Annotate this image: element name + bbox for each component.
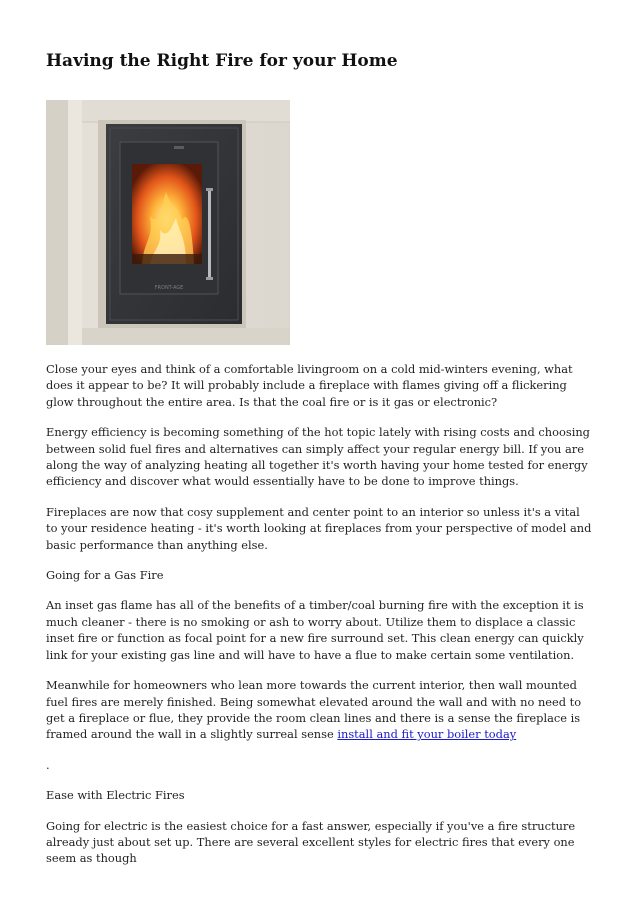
paragraph-wall-mounted-text: Meanwhile for homeowners who lean more towards the current interior, then wall mounted fuel fires are merely finished. Being somewhat elevated around the wall and with no need to get a fireplace or flue, they provide the room clean lines and there is a sense the fireplace is framed around the wall in a slightly surreal sense <box>46 678 582 742</box>
fireplace-photo-icon <box>46 100 290 345</box>
paragraph-inset-gas: An inset gas flame has all of the benefits of a timber/coal burning fire with the exception it is much cleaner - there is no smoking or ash to worry about. Utilize them to displace a classic inset fire or function as focal point for a new fire surround set. This clean energy can quickly link for your existing gas line and will have to have a flue to make certain some ventilation. <box>46 598 584 662</box>
paragraph-electric: Going for electric is the easiest choice for a fast answer, especially if you've a fire structure already just about set up. There are several excellent styles for electric fires that every one seem as though <box>46 818 576 866</box>
paragraph-fireplaces: Fireplaces are now that cosy supplement and center point to an interior so unless it's a vital to your residence heating - it's worth looking at fireplaces from your perspective of model and basic performance than anything else. <box>46 504 592 552</box>
page-title: Having the Right Fire for your Home <box>46 51 398 71</box>
dot-paragraph: . <box>46 757 50 772</box>
paragraph-energy: Energy efficiency is becoming something of the hot topic lately with rising costs and choosing between solid fuel fires and alternatives can simply affect your regular energy bill. If you are along the way of analyzing heating all together it's worth having your home tested for energy efficiency and discover what would essentially have to be done to improve things. <box>46 425 590 489</box>
paragraph-wall-mounted <box>46 677 594 743</box>
heading-gas-fire: Going for a Gas Fire <box>46 568 164 583</box>
article-body <box>46 361 594 881</box>
brand-mark: FRONT-AGE <box>154 285 184 291</box>
paragraph-intro: Close your eyes and think of a comfortable livingroom on a cold mid-winters evening, what does it appear to be? It will probably include a fireplace with flames giving off a flickering glow throughout the entire area. Is that the coal fire or is it gas or electronic? <box>46 362 573 409</box>
fireplace-photo <box>46 100 290 345</box>
heading-electric-fires: Ease with Electric Fires <box>46 788 185 803</box>
boiler-link[interactable]: install and fit your boiler today <box>337 727 517 742</box>
